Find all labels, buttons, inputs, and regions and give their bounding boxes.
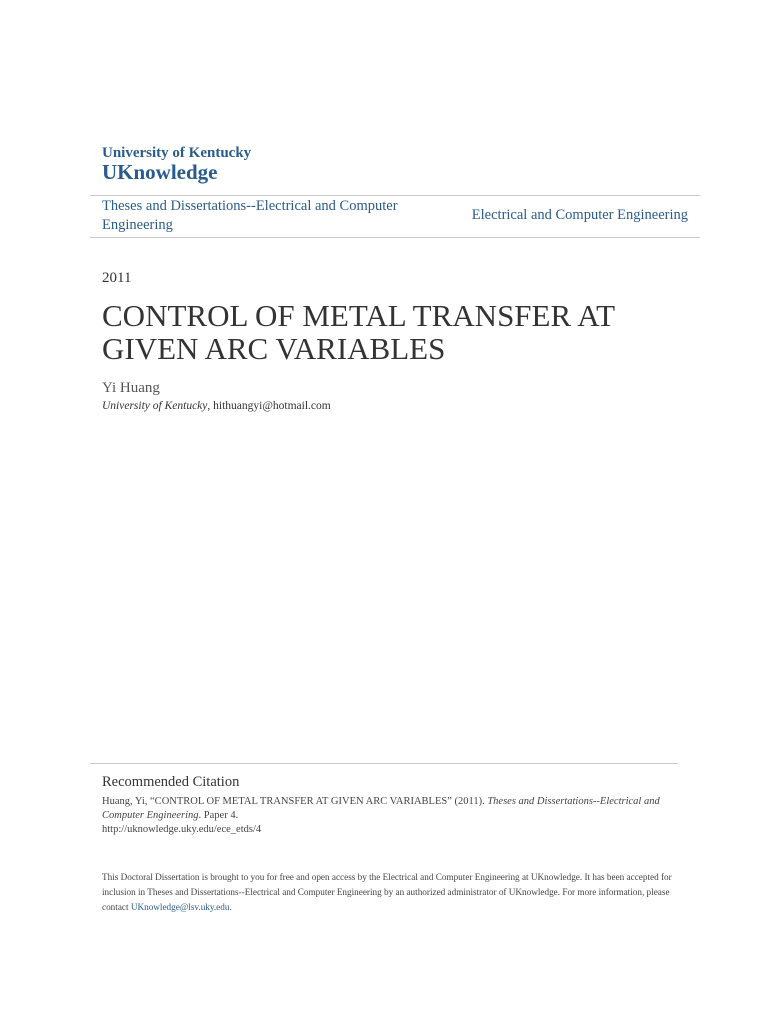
repository-name: UKnowledge (102, 160, 218, 184)
contact-email-link[interactable]: UKnowledge@lsv.uky.edu (130, 902, 230, 912)
document-title: CONTROL OF METAL TRANSFER AT GIVEN ARC VARIABLES (102, 298, 615, 366)
notice-end: . (229, 902, 232, 912)
notice-text: This Doctoral Dissertation is brought to you for free and open access by the Electrical and Computer Engineering at UKnowledge. It has been accepted for inclusion in Theses and Dissertations--Electrical and Computer Engineering by an authorized administrator of UKnowledge. For more information, please contact (102, 872, 672, 912)
citation-divider (90, 763, 678, 764)
header-divider-top (90, 195, 700, 196)
affiliation-name: University of Kentucky (102, 400, 208, 412)
publication-year: 2011 (102, 270, 132, 286)
collection-link[interactable]: Theses and Dissertations--Electrical and Computer Engineering (102, 198, 398, 233)
author-email: hithuangyi@hotmail.com (213, 400, 331, 412)
author-affiliation (102, 400, 331, 412)
citation-suffix: . Paper 4. (198, 810, 239, 821)
department-link[interactable]: Electrical and Computer Engineering (471, 207, 688, 223)
access-notice (102, 870, 682, 915)
author-name: Yi Huang (102, 380, 160, 396)
header-divider-bottom (90, 237, 700, 238)
citation-url: http://uknowledge.uky.edu/ece_etds/4 (102, 824, 262, 835)
citation-heading: Recommended Citation (102, 774, 240, 790)
citation-series: Theses and Dissertations--Electrical and Computer Engineering (102, 796, 660, 821)
affiliation-separator: , (207, 400, 214, 412)
institution-name: University of Kentucky (102, 145, 252, 161)
citation-prefix: Huang, Yi, “CONTROL OF METAL TRANSFER AT GIVEN ARC VARIABLES” (2011). (102, 796, 488, 807)
citation-text (102, 795, 662, 837)
